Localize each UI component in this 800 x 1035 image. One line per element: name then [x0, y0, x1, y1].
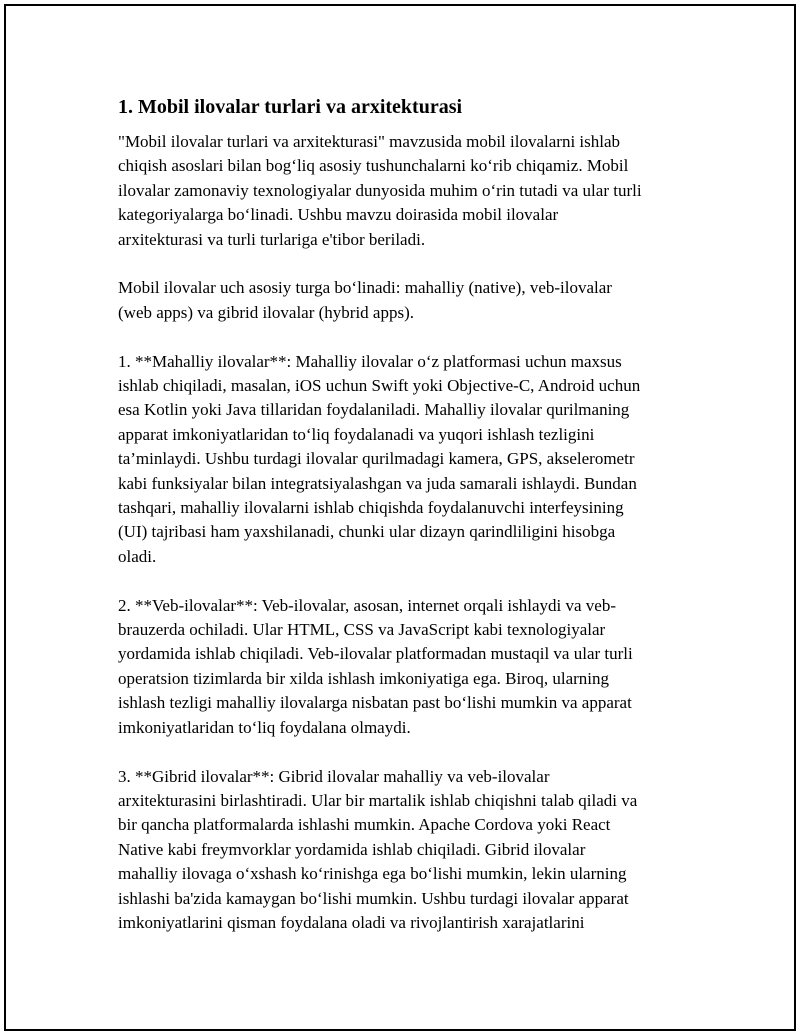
document-body	[118, 94, 688, 935]
text-line: kabi funksiyalar bilan integratsiyalashgan va juda samarali ishlaydi. Bundan	[118, 473, 637, 493]
paragraph-types	[118, 276, 688, 325]
text-line: mahalliy ilovaga o‘xshash ko‘rinishga ega bo‘lishi mumkin, lekin ularning	[118, 864, 627, 884]
text-line: ishlashi ba'zida kamaygan bo‘lishi mumkin. Ushbu turdagi ilovalar apparat	[118, 888, 629, 908]
text-line: ta’minlaydi. Ushbu turdagi ilovalar qurilmadagi kamera, GPS, akselerometr	[118, 449, 635, 469]
text-line: "Mobil ilovalar turlari va arxitekturasi" mavzusida mobil ilovalarni ishlab	[118, 132, 621, 151]
paragraph-spacer	[118, 325, 688, 349]
text-line: arxitekturasi va turli turlariga e'tibor beriladi.	[118, 229, 426, 249]
paragraph-web	[118, 594, 688, 740]
text-line: Native kabi freymvorklar yordamida ishlab chiqiladi. Gibrid ilovalar	[118, 839, 586, 859]
paragraph-spacer	[118, 569, 688, 593]
text-line: esa Kotlin yoki Java tillaridan foydalaniladi. Mahalliy ilovalar qurilmaning	[118, 400, 630, 420]
text-line: ilovalar zamonaviy texnologiyalar dunyosida muhim o‘rin tutadi va ular turli	[118, 180, 642, 200]
text-line: (web apps) va gibrid ilovalar (hybrid apps).	[118, 302, 414, 322]
paragraph-spacer	[118, 740, 688, 764]
text-line: apparat imkoniyatlaridan to‘liq foydalanadi va yuqori ishlash tezligini	[118, 424, 595, 444]
text-line: 2. **Veb-ilovalar**: Veb-ilovalar, asosan, internet orqali ishlaydi va veb-	[118, 595, 617, 615]
text-line: chiqish asoslari bilan bog‘liq asosiy tushunchalarni ko‘rib chiqamiz. Mobil	[118, 156, 629, 176]
paragraph-spacer	[118, 252, 688, 276]
text-line: Mobil ilovalar uch asosiy turga bo‘linadi: mahalliy (native), veb-ilovalar	[118, 278, 612, 298]
paragraph-hybrid	[118, 765, 688, 936]
text-line: (UI) tajribasi ham yaxshilanadi, chunki ular dizayn qarindliligini hisobga	[118, 522, 616, 542]
text-line: tashqari, mahalliy ilovalarni ishlab chiqishda foydalanuvchi interfeysining	[118, 498, 624, 518]
section-heading: 1. Mobil ilovalar turlari va arxitekturasi	[118, 96, 463, 118]
text-line: brauzerda ochiladi. Ular HTML, CSS va JavaScript kabi texnologiyalar	[118, 620, 606, 640]
text-line: kategoriyalarga bo‘linadi. Ushbu mavzu doirasida mobil ilovalar	[118, 205, 559, 225]
paragraph-intro	[118, 130, 688, 252]
text-line: bir qancha platformalarda ishlashi mumkin. Apache Cordova yoki React	[118, 815, 611, 835]
text-line: ishlash tezligi mahalliy ilovalarga nisbatan past bo‘lishi mumkin va apparat	[118, 693, 632, 713]
text-line: oladi.	[118, 546, 157, 566]
text-line: operatsion tizimlarda bir xilda ishlash imkoniyatiga ega. Biroq, ularning	[118, 668, 609, 688]
text-line: 3. **Gibrid ilovalar**: Gibrid ilovalar mahalliy va veb-ilovalar	[118, 766, 550, 786]
text-line: imkoniyatlarini qisman foydalana oladi va rivojlantirish xarajatlarini	[118, 912, 585, 932]
text-line: imkoniyatlaridan to‘liq foydalana olmaydi.	[118, 717, 411, 737]
text-line: ishlab chiqiladi, masalan, iOS uchun Swift yoki Objective-C, Android uchun	[118, 376, 641, 396]
text-line: 1. **Mahalliy ilovalar**: Mahalliy ilovalar o‘z platformasi uchun maxsus	[118, 351, 622, 371]
text-line: arxitekturasini birlashtiradi. Ular bir martalik ishlab chiqishni talab qiladi va	[118, 790, 638, 810]
text-line: yordamida ishlab chiqiladi. Veb-ilovalar platformadan mustaqil va ular turli	[118, 644, 633, 664]
paragraph-native	[118, 350, 688, 570]
